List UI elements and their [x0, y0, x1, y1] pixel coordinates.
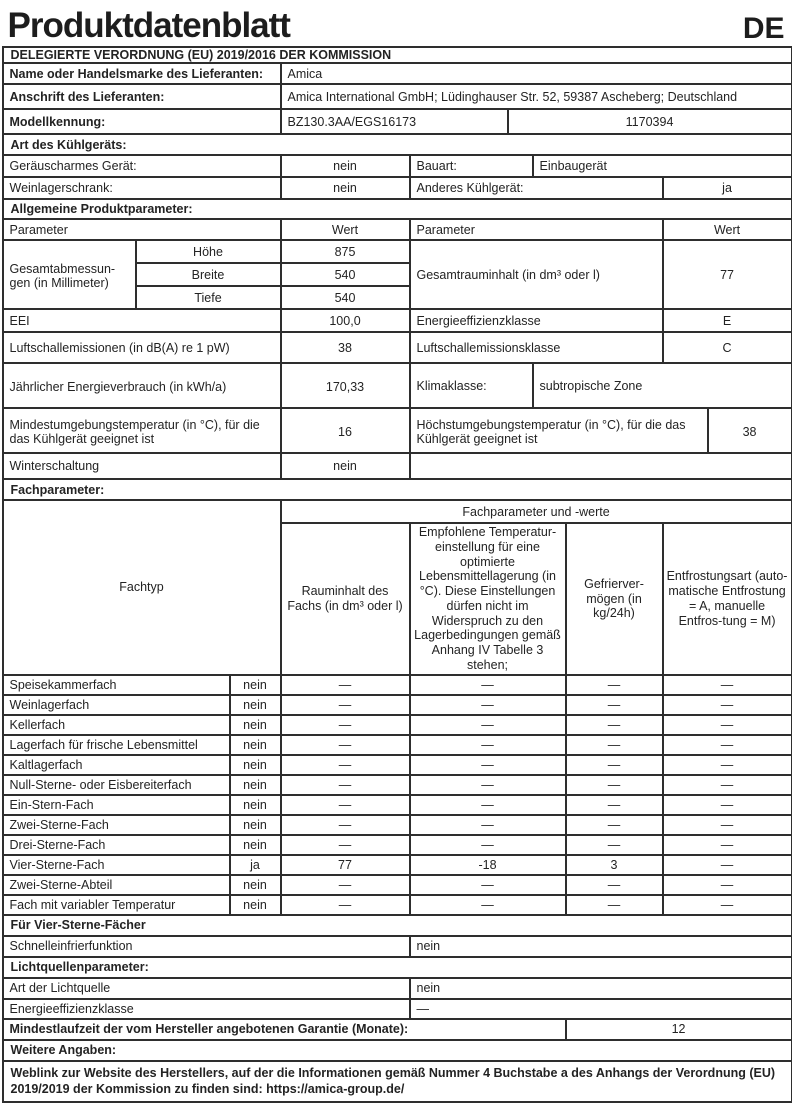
compartment-freeze: — [566, 895, 663, 915]
compartment-group-header: Fachparameter und -werte [281, 500, 792, 523]
total-volume-label: Gesamtrauminhalt (in dm³ oder l) [410, 240, 663, 309]
compartment-defrost: — [663, 735, 792, 755]
compartment-temp-header: Empfohlene Temperatur-einstellung für eine optimierte Lebensmittellagerung (in °C). Diese Einstellungen dürfen nicht im Widerspruch zu den Lagerbedingungen gemäß Anhang IV Tabelle 3 stehen; [410, 523, 566, 675]
eei-label: EEI [3, 309, 281, 332]
compartment-name: Lagerfach für frische Lebensmittel [3, 735, 230, 755]
compartment-name: Kellerfach [3, 715, 230, 735]
compartment-name: Drei-Sterne-Fach [3, 835, 230, 855]
light-class-label: Energieeffizienzklasse [3, 999, 410, 1019]
compartment-volume: — [281, 875, 410, 895]
product-datasheet-page [2, 0, 791, 1024]
language-code: DE [743, 12, 785, 46]
light-class-value: — [410, 999, 792, 1019]
compartment-name: Fach mit variabler Temperatur [3, 895, 230, 915]
width-value: 540 [281, 263, 410, 286]
compartment-temp: — [410, 895, 566, 915]
compartment-present: nein [230, 695, 281, 715]
wert-header-left: Wert [281, 219, 410, 240]
supplier-name-value: Amica [281, 63, 792, 84]
energy-class-value: E [663, 309, 792, 332]
compartment-volume: — [281, 795, 410, 815]
energy-class-label: Energieeffizienzklasse [410, 309, 663, 332]
design-label: Bauart: [410, 155, 533, 177]
compartment-temp: — [410, 755, 566, 775]
section-title-further-info: Weitere Angaben: [3, 1040, 792, 1061]
height-value: 875 [281, 240, 410, 263]
compartment-present: ja [230, 855, 281, 875]
compartment-volume: — [281, 715, 410, 735]
compartment-defrost: — [663, 855, 792, 875]
max-ambient-temp-label: Höchstumgebungstemperatur (in °C), für die das Kühlgerät geeignet ist [410, 408, 708, 453]
supplier-name-label: Name oder Handelsmarke des Lieferanten: [3, 63, 281, 84]
compartment-defrost: — [663, 715, 792, 735]
fast-freeze-label: Schnelleinfrierfunktion [3, 936, 410, 957]
compartment-present: nein [230, 795, 281, 815]
compartment-present: nein [230, 815, 281, 835]
compartment-row [3, 735, 792, 755]
warranty-value: 12 [566, 1019, 792, 1040]
compartment-freeze: — [566, 695, 663, 715]
compartment-row [3, 755, 792, 775]
compartment-defrost: — [663, 835, 792, 855]
compartment-temp: — [410, 695, 566, 715]
compartment-temp: — [410, 815, 566, 835]
compartment-row [3, 855, 792, 875]
compartment-name: Vier-Sterne-Fach [3, 855, 230, 875]
compartment-temp: — [410, 715, 566, 735]
depth-label: Tiefe [136, 286, 281, 309]
compartment-freeze: — [566, 715, 663, 735]
compartment-freeze: — [566, 815, 663, 835]
eei-value: 100,0 [281, 309, 410, 332]
compartment-name: Weinlagerfach [3, 695, 230, 715]
annual-energy-label: Jährlicher Energieverbrauch (in kWh/a) [3, 363, 281, 408]
compartment-defrost: — [663, 815, 792, 835]
section-title-four-star: Für Vier-Sterne-Fächer [3, 915, 792, 936]
compartment-temp: — [410, 835, 566, 855]
low-noise-value: nein [281, 155, 410, 177]
climate-class-value: subtropische Zone [533, 363, 792, 408]
compartment-freeze: — [566, 835, 663, 855]
fast-freeze-value: nein [410, 936, 792, 957]
other-appliance-value: ja [663, 177, 792, 199]
compartment-name: Null-Sterne- oder Eisbereiterfach [3, 775, 230, 795]
model-id-value: BZ130.3AA/EGS16173 [281, 109, 508, 134]
param-header-left: Parameter [3, 219, 281, 240]
compartment-temp: -18 [410, 855, 566, 875]
max-ambient-temp-value: 38 [708, 408, 792, 453]
wert-header-right: Wert [663, 219, 792, 240]
noise-class-value: C [663, 332, 792, 363]
compartment-volume: 77 [281, 855, 410, 875]
wine-storage-label: Weinlagerschrank: [3, 177, 281, 199]
compartment-volume: — [281, 895, 410, 915]
light-type-label: Art der Lichtquelle [3, 978, 410, 999]
param-header-right: Parameter [410, 219, 663, 240]
regulation-subtitle: DELEGIERTE VERORDNUNG (EU) 2019/2016 DER KOMMISSION [3, 47, 792, 63]
page-title: Produktdatenblatt [8, 6, 290, 46]
noise-label: Luftschallemissionen (in dB(A) re 1 pW) [3, 332, 281, 363]
compartment-present: nein [230, 775, 281, 795]
height-label: Höhe [136, 240, 281, 263]
compartment-volume: — [281, 815, 410, 835]
compartment-row [3, 875, 792, 895]
compartment-temp: — [410, 675, 566, 695]
compartment-row [3, 695, 792, 715]
compartment-freeze: — [566, 755, 663, 775]
compartment-volume: — [281, 755, 410, 775]
compartment-freeze: — [566, 775, 663, 795]
compartment-volume: — [281, 695, 410, 715]
compartment-present: nein [230, 895, 281, 915]
width-label: Breite [136, 263, 281, 286]
winter-setting-label: Winterschaltung [3, 453, 281, 479]
compartment-present: nein [230, 875, 281, 895]
compartment-row [3, 775, 792, 795]
wine-storage-value: nein [281, 177, 410, 199]
supplier-address-value: Amica International GmbH; Lüdinghauser Str. 52, 59387 Ascheberg; Deutschland [281, 84, 792, 109]
design-value: Einbaugerät [533, 155, 792, 177]
climate-class-label: Klimaklasse: [410, 363, 533, 408]
compartment-freeze: 3 [566, 855, 663, 875]
compartment-row [3, 675, 792, 695]
annual-energy-value: 170,33 [281, 363, 410, 408]
compartment-row [3, 715, 792, 735]
compartment-row [3, 795, 792, 815]
compartment-temp: — [410, 795, 566, 815]
compartment-present: nein [230, 735, 281, 755]
compartment-name: Zwei-Sterne-Abteil [3, 875, 230, 895]
compartment-defrost-header: Entfrostungsart (auto-matische Entfrostung = A, manuelle Entfros-tung = M) [663, 523, 792, 675]
compartment-volume: — [281, 835, 410, 855]
compartment-freeze: — [566, 875, 663, 895]
compartment-freeze: — [566, 675, 663, 695]
datasheet-table [2, 46, 792, 1103]
compartment-name: Zwei-Sterne-Fach [3, 815, 230, 835]
supplier-address-label: Anschrift des Lieferanten: [3, 84, 281, 109]
compartment-name: Ein-Stern-Fach [3, 795, 230, 815]
compartment-temp: — [410, 775, 566, 795]
light-type-value: nein [410, 978, 792, 999]
compartment-volume: — [281, 735, 410, 755]
compartment-name: Kaltlagerfach [3, 755, 230, 775]
compartment-present: nein [230, 835, 281, 855]
section-title-compartments: Fachparameter: [3, 479, 792, 500]
compartment-present: nein [230, 715, 281, 735]
compartment-type-header: Fachtyp [3, 500, 281, 675]
dimensions-label: Gesamtabmessun-gen (in Millimeter) [3, 240, 136, 309]
total-volume-value: 77 [663, 240, 792, 309]
noise-value: 38 [281, 332, 410, 363]
manufacturer-weblink-text: Weblink zur Website des Herstellers, auf der die Informationen gemäß Nummer 4 Buchstabe a des Anhangs der Verordnung (EU) 2019/2019 der Kommission zu finden sind: https://amica-group.de/ [3, 1061, 792, 1103]
compartment-defrost: — [663, 755, 792, 775]
compartment-row [3, 815, 792, 835]
compartment-freeze: — [566, 795, 663, 815]
compartment-row [3, 895, 792, 915]
section-title-light-source: Lichtquellenparameter: [3, 957, 792, 978]
compartment-freeze: — [566, 735, 663, 755]
compartment-freeze-header: Gefrierver-mögen (in kg/24h) [566, 523, 663, 675]
compartment-defrost: — [663, 875, 792, 895]
compartment-volume: — [281, 675, 410, 695]
section-title-general-parameters: Allgemeine Produktparameter: [3, 199, 792, 219]
low-noise-label: Geräuscharmes Gerät: [3, 155, 281, 177]
min-ambient-temp-value: 16 [281, 408, 410, 453]
model-number: 1170394 [508, 109, 792, 134]
compartment-defrost: — [663, 675, 792, 695]
compartment-volume-header: Rauminhalt des Fachs (in dm³ oder l) [281, 523, 410, 675]
compartment-row [3, 835, 792, 855]
compartment-defrost: — [663, 895, 792, 915]
compartment-defrost: — [663, 695, 792, 715]
compartment-name: Speisekammerfach [3, 675, 230, 695]
depth-value: 540 [281, 286, 410, 309]
other-appliance-label: Anderes Kühlgerät: [410, 177, 663, 199]
warranty-label: Mindestlaufzeit der vom Hersteller angebotenen Garantie (Monate): [3, 1019, 566, 1040]
min-ambient-temp-label: Mindestumgebungstemperatur (in °C), für die das Kühlgerät geeignet ist [3, 408, 281, 453]
title-bar [2, 0, 791, 46]
compartment-present: nein [230, 755, 281, 775]
winter-setting-value: nein [281, 453, 410, 479]
compartment-volume: — [281, 775, 410, 795]
compartment-temp: — [410, 875, 566, 895]
compartment-present: nein [230, 675, 281, 695]
winter-setting-empty-cell [410, 453, 792, 479]
compartment-defrost: — [663, 795, 792, 815]
compartment-temp: — [410, 735, 566, 755]
compartment-defrost: — [663, 775, 792, 795]
noise-class-label: Luftschallemissionsklasse [410, 332, 663, 363]
model-id-label: Modellkennung: [3, 109, 281, 134]
section-title-appliance-type: Art des Kühlgeräts: [3, 134, 792, 155]
